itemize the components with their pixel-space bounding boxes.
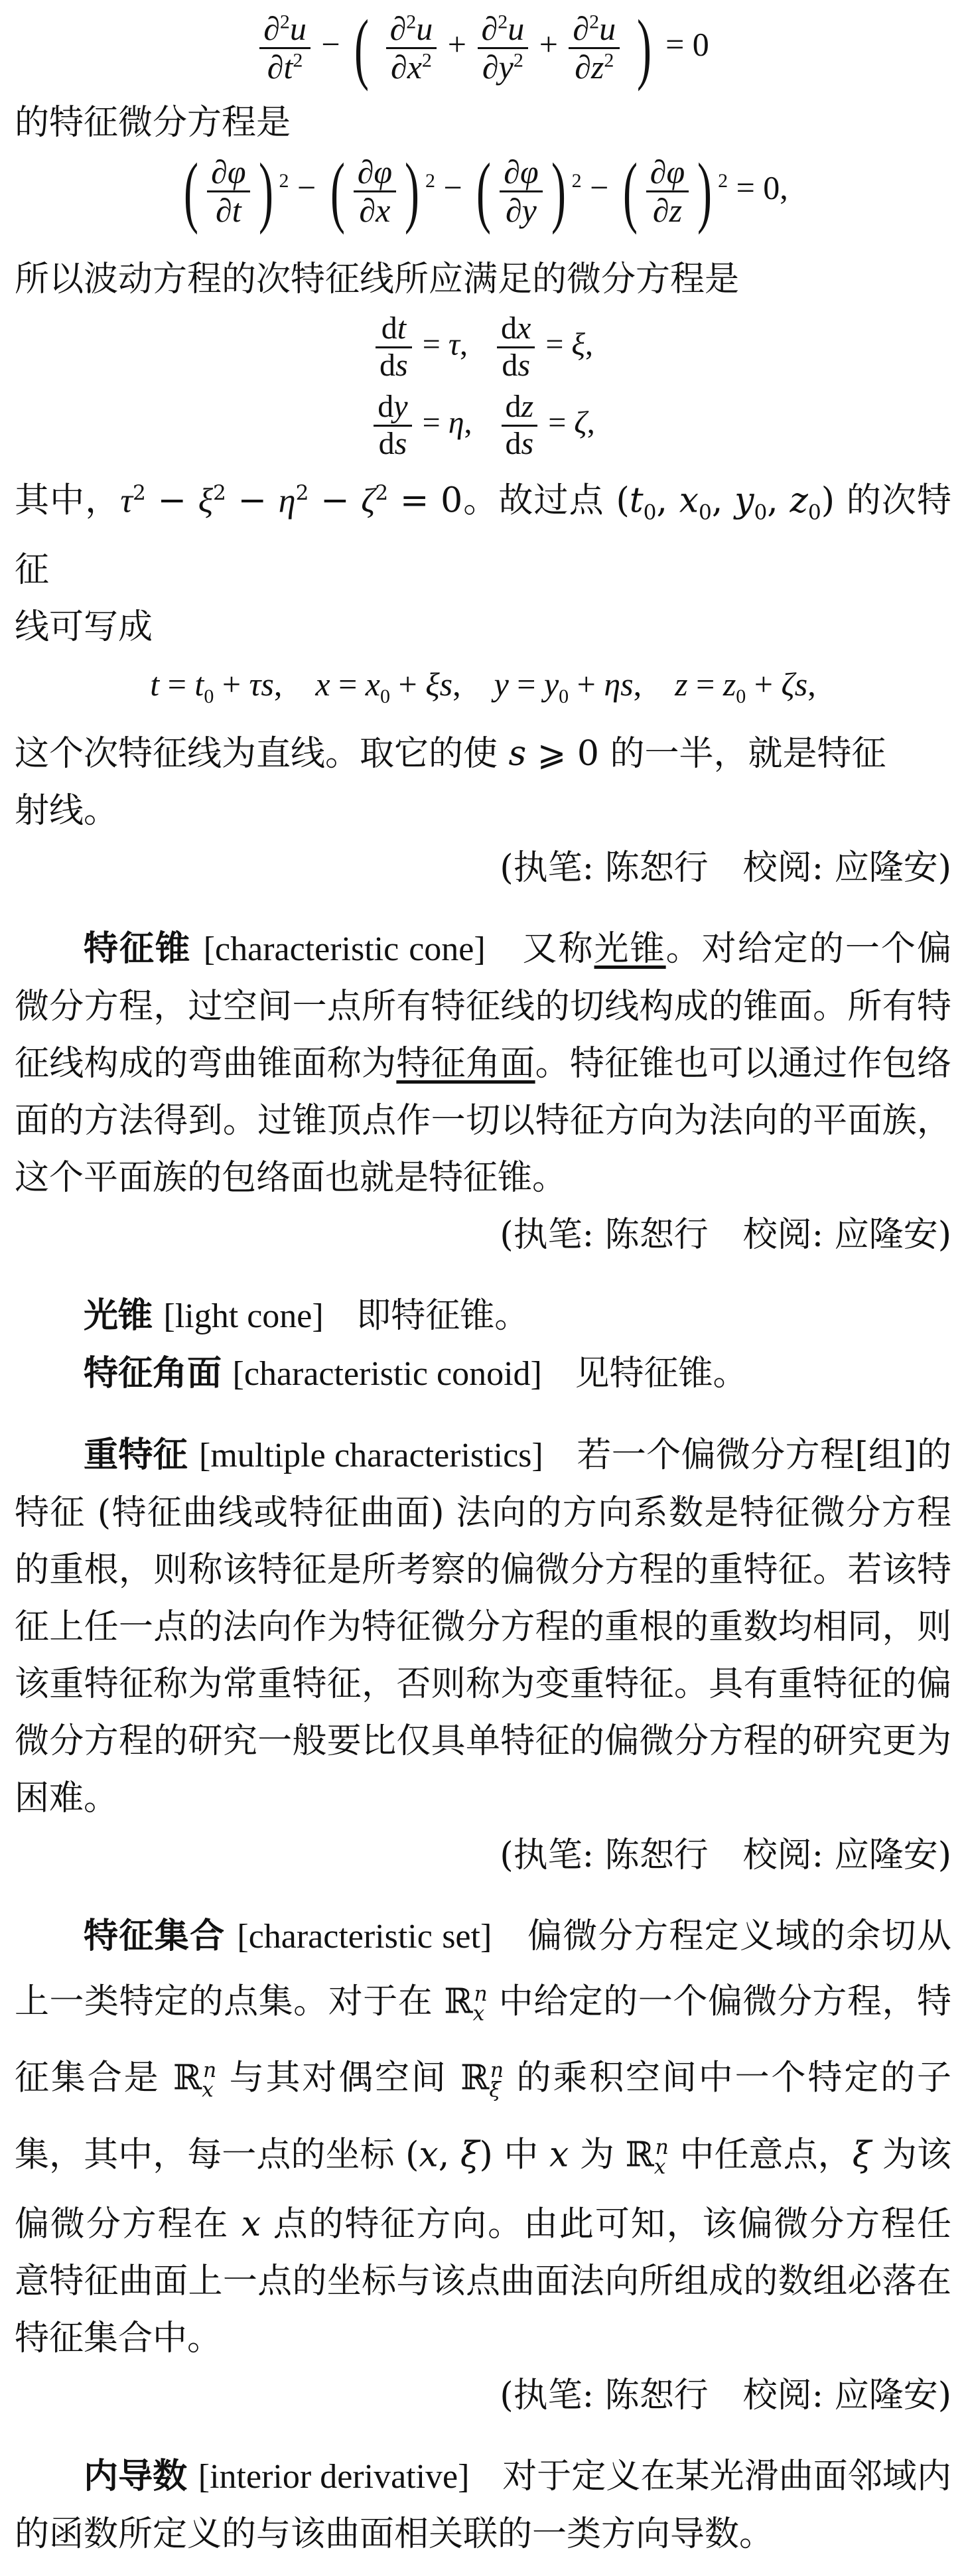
- entry-light-cone: 光锥 [light cone] 即特征锥。: [84, 1295, 529, 1336]
- entry-multiple-characteristics: 重特征 [multiple characteristics] 若一个偏微分方程[组]的特征 (特征曲线或特征曲面) 法向的方向系数是特征微分方程的重根，则称该特征是所考察的偏微分方程的重特征。若该特征上任一点的法向作为特征微分方程的重根的重数均相同，则该重特征称为常重特征，否则称为变重特征。具有重特征的偏微分方程的研究一般要比仅具单特征的偏微分方程的研究更为困难。: [15, 1435, 952, 1818]
- straight-line-equation: $t = t_0 + \tau s$, $x = x_0 + \xi s$, $y = y_0 + \eta s$, $z = z_0 + \zeta s$,: [150, 665, 816, 707]
- entry-english: [interior derivative]: [198, 2457, 470, 2496]
- entry-english: [characteristic set]: [237, 1917, 492, 1956]
- entry-english: [characteristic cone]: [203, 930, 486, 968]
- entry-english: [characteristic conoid]: [232, 1354, 542, 1393]
- char-eq-intro: 的特征微分方程是: [15, 103, 291, 143]
- entry-characteristic-cone: 特征锥 [characteristic cone] 又称光锥。对给定的一个偏微分方程，过空间一点所有特征线的切线构成的锥面。所有特征线构成的弯曲锥面称为特征角面。特征锥也可以通过作包络面的方法得到。过锥顶点作一切以特征方向为法向的平面族，这个平面族的包络面也就是特征锥。: [15, 928, 951, 1198]
- signature: (执笔: 陈恕行 校阅: 应隆安): [500, 1835, 951, 1875]
- entry-term: 重特征: [84, 1435, 188, 1475]
- cross-ref-conoid[interactable]: 特征角面: [396, 1043, 535, 1084]
- entry-characteristic-conoid: 特征角面 [characteristic conoid] 见特征锥。: [84, 1353, 748, 1394]
- cross-ref-light-cone[interactable]: 光锥: [594, 928, 666, 969]
- signature: (执笔: 陈恕行 校阅: 应隆安): [500, 1214, 951, 1255]
- entry-english: [multiple characteristics]: [199, 1436, 543, 1474]
- where-clause: 其中，$\tau^2 - \xi^2 - \eta^2 - \zeta^2 = 0$。故过点 ($t_0$, $x_0$, $y_0$, $z_0$) 的次特征: [15, 480, 951, 590]
- entry-term: 内导数: [84, 2456, 188, 2496]
- bicharacteristic-intro: 所以波动方程的次特征线所应满足的微分方程是: [15, 259, 740, 299]
- entry-term: 特征集合: [84, 1916, 226, 1956]
- bicharacteristic-ode: $\frac{dt}{ds}$ = τ, $\frac{dx}{ds}$ = ξ, $\frac{dy}{ds}$ = η, $\frac{dz}{ds}$ = ζ,: [15, 308, 951, 465]
- signature: (执笔: 陈恕行 校阅: 应隆安): [500, 847, 951, 888]
- entry-term: 光锥: [84, 1295, 153, 1336]
- entry-term: 特征锥: [84, 928, 192, 969]
- characteristic-equation: ( $\frac{\partial\varphi}{\partial t}$ ) $^2$ − ( $\frac{\partial\varphi}{\partial x}$ ) $^2$ − ( $\frac{\partial\varphi}{\partial y}$ ) $^2$ − ( $\frac{\partial\varphi}{\partial z}$ ) $^2$ = 0,: [184, 147, 788, 235]
- line-written: 线可写成: [15, 607, 153, 647]
- signature: (执笔: 陈恕行 校阅: 应隆安): [500, 2375, 951, 2415]
- straight-line-text: 这个次特征线为直线。取它的使 s ⩾ 0 的一半，就是特征: [15, 733, 886, 774]
- ray-text: 射线。: [15, 790, 119, 831]
- wave-equation: $\frac{\partial^2u}{\partial t^2}$ − ( $\frac{\partial^2u}{\partial x^2}$ + $\frac{\partial^2u}{\partial y^2}$ + $\frac{\partial^2u}{\partial z^2}$ ) = 0: [15, 8, 951, 94]
- entry-english: [light cone]: [163, 1297, 324, 1335]
- entry-characteristic-set: 特征集合 [characteristic set] 偏微分方程定义域的余切从上一类特定的点集。对于在 ℝ$_x^n$ 中给定的一个偏微分方程，特征集合是 ℝ$_x^n$ 与其对偶空间 ℝ$_\xi^n$ 的乘积空间中一个特定的子集，其中，每一点的坐标 (x, ξ) 中 x 为 ℝ$_x^n$ 中任意点，ξ 为该偏微分方程在 x 点的特征方向。由此可知，该偏微分方程任意特征曲面上一点的坐标与该点曲面法向所组成的数组必落在特征集合中。: [15, 1916, 951, 2358]
- entry-term: 特征角面: [84, 1353, 222, 1394]
- entry-interior-derivative: 内导数 [interior derivative] 对于定义在某光滑曲面邻域内的函数所定义的与该曲面相关联的一类方向导数。: [15, 2456, 951, 2554]
- document-page: [15, 0, 951, 2563]
